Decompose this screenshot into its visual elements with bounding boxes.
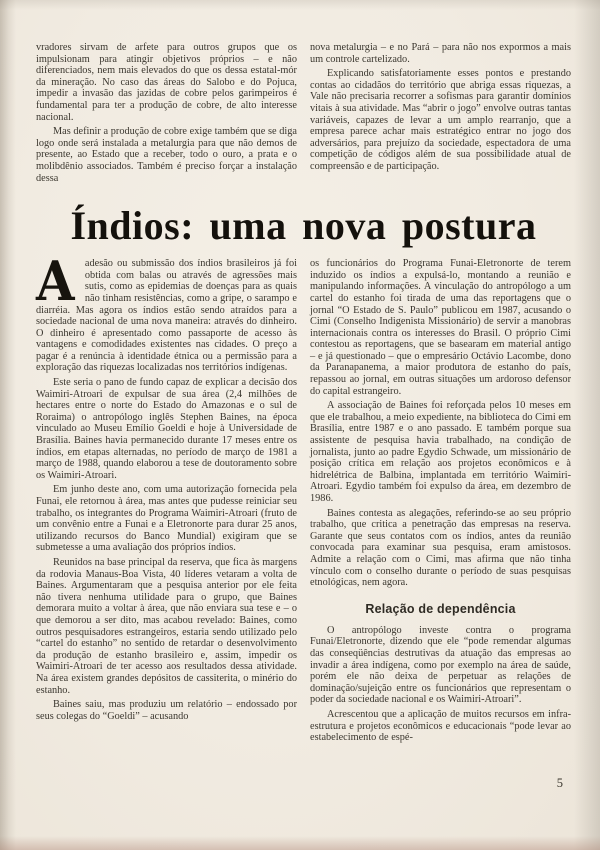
page-number: 5 xyxy=(556,776,563,790)
paragraph: Mas definir a produção de cobre exige também que se diga logo onde será instalada a metalurgia para que não demos de presente, ao Estado que a receber, todo o ouro, a prata e o molibdênio associados. Também é preciso forçar a instalação dessa xyxy=(36,126,297,184)
paragraph: nova metalurgia – e no Pará – para não nos expormos a mais um controle cartelizado. xyxy=(310,42,571,65)
section-subheading: Relação de dependência xyxy=(365,601,516,616)
article-right-paragraphs-top xyxy=(310,258,571,589)
paragraph: Reunidos na base principal da reserva, que fica às margens da rodovia Manaus-Boa Vista, 40 líderes vetaram a volta de Baines. Argumentaram que a pesquisa anterior por ele feita não tivera nenhuma utilidade para o grupo, que Baines demorara muito a voltar à área, que não enviara sua tese e – o que demorou a ser dito, mas acabou revelado: Baines, como outros pesquisadores estrangeiros, estaria sendo utilizado pelo “cartel do estanho” no sentido de retardar o desenvolvimento da produção de estanho brasileiro e, assim, impedir os Waimiri-Atroari de ter acesso aos resultados dessa atividade. Na área existem grandes depósitos de cassiterita, o minério do estanho. xyxy=(36,556,297,696)
drop-cap-letter: A xyxy=(36,249,75,314)
paragraph: vradores sirvam de arfete para outros grupos que os impulsionam para atingir objetivos próprios – e não diferenciados, nem mais elevados do que os dessa estatal-mór da mineração. No caso das áreas do Salobo e do Pojuca, impedir a invasão das jazidas de cobre pelos garimpeiros é fundamental para ter a produção de cobre, de alto interesse nacional. xyxy=(36,42,297,123)
article-title: Índios: uma nova postura xyxy=(70,203,537,249)
paragraph: os funcionários do Programa Funai-Eletronorte de terem induzido os índios a expulsá-lo, montando a reunião e manipulando informações. A vinculação do antropólogo a um cartel do estanho foi tirada de uma das reportagens que o jornal “O Estado de S. Paulo” publicou em 1987, acusando o Cimi (Conselho Indigenista Missionário) de servir a manobras internacionais contra os interesses do Brasil. O próprio Cimi contestou as reportagens, que se basearam em material antigo – e já questionado – que o empresário Octávio Lacombe, dono da Paranapanema, a maior produtora de estanho do país, repassou ao jornal, em outras situações um ardoroso defensor do capital estrangeiro. xyxy=(310,258,571,397)
article-left-column xyxy=(36,249,297,747)
paragraph: O antropólogo investe contra o programa Funai/Eletronorte, dizendo que ele “pode remendar algumas das conseqüências destrutivas da atuação das empresas ao invadir a área indígena, como por exemplo na área de saúde, porém ele não deixa de perpetuar as relações de dominação/sujeição entre os funcionários que representam o poder da sociedade nacional e os Waimiri-Atroari”. xyxy=(310,624,571,706)
paragraph: A associação de Baines foi reforçada pelos 10 meses em que ele trabalhou, a meio expediente, na biblioteca do Cimi em Brasília, entre 1987 e o ano passado. E também porque sua assistente de pesquisa havia trabalhado, na condição de jornalista, junto ao padre Egydio Schwade, um missionário de posição crítica em relação aos projetos econômicos e à hidrelétrica de Balbina, implantada em território Waimiri-Atroari. Egydio também foi expulso da área, em dezembro de 1986. xyxy=(310,400,571,504)
paragraph: Acrescentou que a aplicação de muitos recursos em infra-estrutura e projetos econômicos e educacionais “pode levar ao estabelecimento de espé- xyxy=(310,708,571,744)
paragraph: Este seria o pano de fundo capaz de explicar a decisão dos Waimiri-Atroari de expulsar de sua área (2,4 milhões de hectares entre o norte do Estado do Amazonas e o sul de Roraima) o antropólogo inglês Stephen Baines, na época vinculado ao Museu Emílio Goeldi e hoje à Universidade de Brasília. Baines havia permanecido durante 17 meses entre os índios, em etapas alternadas, no período de março de 1981 a março de 1988, quando elaborou a tese de doutoramento sobre os Waimiri-Atroari. xyxy=(36,377,297,481)
pre-article-right-column xyxy=(310,42,571,187)
article-left-paragraphs xyxy=(36,377,297,722)
article-right-column xyxy=(310,258,571,747)
pre-article-left-column xyxy=(36,42,297,187)
pre-article-section xyxy=(36,42,571,187)
scan-edge-bottom-shadow xyxy=(0,836,600,850)
scan-edge-top-shadow xyxy=(0,0,600,10)
lead-paragraph xyxy=(36,249,297,374)
paragraph: Baines saiu, mas produziu um relatório – endossado por seus colegas do “Goeldi” – acusando xyxy=(36,699,297,722)
article-body-section xyxy=(36,249,571,747)
paragraph: Explicando satisfatoriamente esses pontos e prestando contas ao cidadãos do território que abriga essas riquezas, a Vale não precisaria recorrer a sofismas para garantir domínios vitais à sua atividade. Mas “abrir o jogo” envolve outras tantas variáveis, capazes de levar a um amplo rearranjo, que a empresa parece achar mais estratégico entrar no jogo dos adversários, para prejuízo da sociedade, espectadora de uma competição de códigos além de sua possibilidade atual de compreensão e de participação. xyxy=(310,68,571,172)
scan-edge-left-shadow xyxy=(0,0,16,850)
page-content xyxy=(36,42,571,747)
lead-paragraph-text: adesão ou submissão dos índios brasileiros já foi obtida com balas ou através de agressões mais sutis, como as epidemias de doenças para as quais não tinham resistências, como a gripe, o sarampo e diarréia. Mas agora os índios estão sendo atraídos para a sociedade nacional de uma nova maneira: através do dinheiro. O dinheiro é apresentado como passaporte de acesso às vantagens e comodidades existentes nas cidades. O preço a pagar é a renúncia à identidade étnica ou a permissão para a exploração das riquezas localizadas nos territórios indígenas. xyxy=(36,258,297,374)
paragraph: Baines contesta as alegações, referindo-se ao seu próprio trabalho, que critica a penetração das empresas na reserva. Garante que seus contatos com os índios, antes da reunião convocada para examinar sua pesquisa, eram amistosos. Admite a relação com o Cimi, mas afirma que não tinha vínculo com o conselho durante o período de suas pesquisas etnológicas, nem agora. xyxy=(310,507,571,589)
paragraph: Em junho deste ano, com uma autorização fornecida pela Funai, ele retornou à área, mas antes que pudesse reiniciar seu trabalho, os integrantes do Programa Waimiri-Atroari (fruto de um convênio entre a Funai e a Eletronorte para durar 25 anos, utilizando recursos do Banco Mundial) exigiram que se submetesse a uma avaliação dos próprios índios. xyxy=(36,484,297,554)
scan-edge-right-shadow xyxy=(574,0,600,850)
article-right-paragraphs-bottom xyxy=(310,625,571,744)
